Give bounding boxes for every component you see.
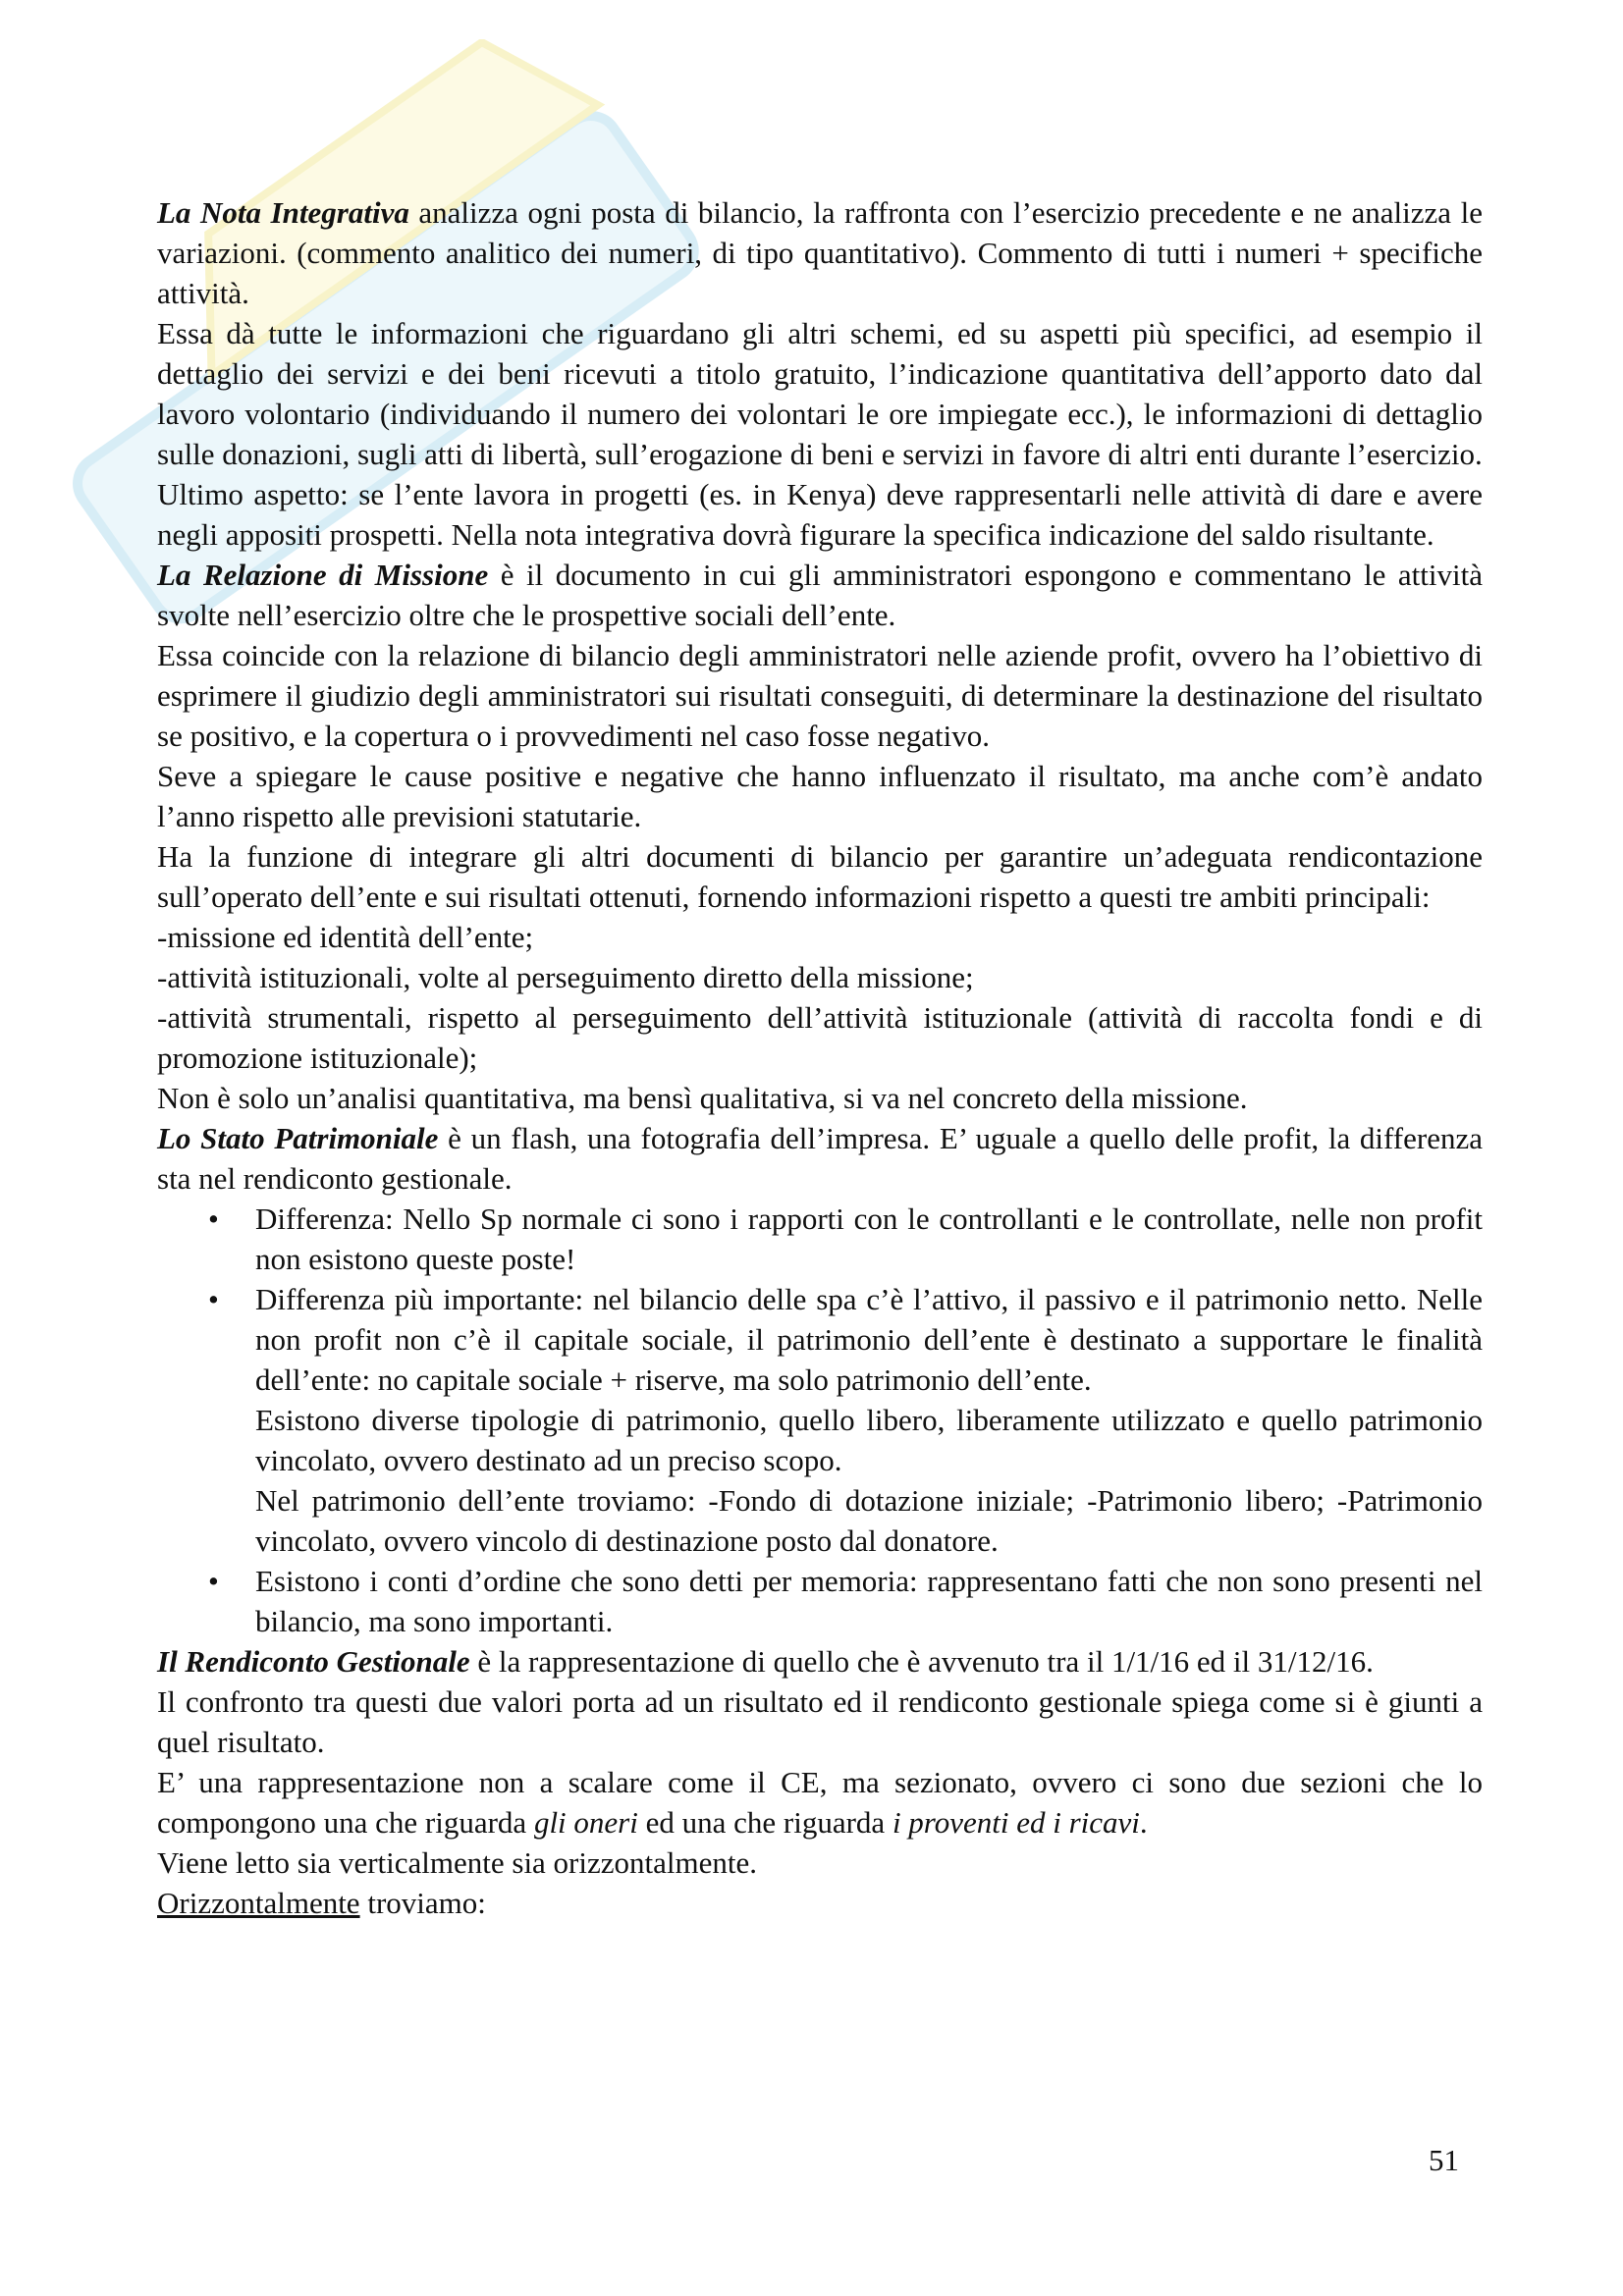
paragraph-text: è il documento in cui gli amministratori espongono e commentano le attività svolte nell’esercizio oltre che le prospettive sociali dell’ente.: [157, 558, 1483, 632]
bullet-icon: •: [208, 1564, 219, 1598]
paragraph-text: analizza ogni posta di bilancio, la raffronta con l’esercizio precedente e ne analizza le variazioni. (commento analitico dei numeri, di tipo quantitativo). Commento di tutti i numeri + specifiche attività.: [157, 195, 1483, 310]
italic-term: i proventi ed i ricavi: [892, 1805, 1140, 1840]
paragraph: Il confronto tra questi due valori porta ad un risultato ed il rendiconto gestionale spiega come si è giunti a quel risultato.: [157, 1684, 1483, 1759]
paragraph-stato-patrimoniale: [157, 1118, 1483, 1199]
underlined-term: Orizzontalmente: [157, 1886, 360, 1920]
list-line: -attività istituzionali, volte al perseguimento diretto della missione;: [157, 960, 974, 994]
paragraph-text: ed una che riguarda: [637, 1805, 893, 1840]
bullet-text: Differenza: Nello Sp normale ci sono i rapporti con le controllanti e le controllate, nelle non profit non esistono queste poste!: [255, 1201, 1483, 1276]
paragraph: Non è solo un’analisi quantitativa, ma bensì qualitativa, si va nel concreto della missione.: [157, 1081, 1248, 1115]
paragraph-text: E’ una rappresentazione non a scalare come il CE, ma sezionato, ovvero ci sono due sezioni che lo compongono una che riguarda: [157, 1765, 1483, 1840]
paragraph: Ultimo aspetto: se l’ente lavora in progetti (es. in Kenya) deve rappresentarli nelle attività di dare e avere negli appositi prospetti. Nella nota integrativa dovrà figurare la specifica indicazione del saldo risultante.: [157, 477, 1483, 552]
paragraph-text: è la rappresentazione di quello che è avvenuto tra il 1/1/16 ed il 31/12/16.: [469, 1644, 1374, 1679]
term-relazione-di-missione: La Relazione di Missione: [157, 558, 489, 592]
paragraph-text: .: [1139, 1805, 1148, 1840]
document-body: [157, 192, 1483, 1923]
term-nota-integrativa: La Nota Integrativa: [157, 195, 409, 230]
paragraph-sezioni: [157, 1762, 1483, 1842]
paragraph-relazione-missione: [157, 555, 1483, 635]
term-stato-patrimoniale: Lo Stato Patrimoniale: [157, 1121, 439, 1155]
list-line: -attività strumentali, rispetto al perseguimento dell’attività istituzionale (attività di raccolta fondi e di promozione istituzionale);: [157, 1000, 1483, 1075]
paragraph-text: troviamo:: [359, 1886, 486, 1920]
bullet-text: Esistono diverse tipologie di patrimonio, quello libero, liberamente utilizzato e quello patrimonio vincolato, ovvero destinato ad un preciso scopo.: [255, 1403, 1483, 1477]
paragraph-rendiconto-gestionale: [157, 1641, 1483, 1682]
paragraph-orizzontalmente: [157, 1883, 1483, 1923]
bullet-item: [157, 1199, 1483, 1279]
bullet-text: Differenza più importante: nel bilancio delle spa c’è l’attivo, il passivo e il patrimonio netto. Nelle non profit non c’è il capitale sociale, il patrimonio dell’ente è destinato a supportare le finalità dell’ente: no capitale sociale + riserve, ma solo patrimonio dell’ente.: [255, 1282, 1483, 1397]
bullet-item: [157, 1279, 1483, 1561]
bullet-item: [157, 1561, 1483, 1641]
paragraph-nota-integrativa: [157, 192, 1483, 313]
page-number: 51: [1429, 2143, 1459, 2177]
paragraph: Viene letto sia verticalmente sia orizzontalmente.: [157, 1845, 757, 1880]
italic-term: gli oneri: [533, 1805, 638, 1840]
paragraph: Seve a spiegare le cause positive e negative che hanno influenzato il risultato, ma anche com’è andato l’anno rispetto alle previsioni statutarie.: [157, 759, 1483, 833]
paragraph: Ha la funzione di integrare gli altri documenti di bilancio per garantire un’adeguata rendicontazione sull’operato dell’ente e sui risultati ottenuti, fornendo informazioni rispetto a questi tre ambiti principali:: [157, 839, 1483, 914]
list-line: -missione ed identità dell’ente;: [157, 920, 534, 954]
bullet-list: [157, 1199, 1483, 1641]
bullet-text: Nel patrimonio dell’ente troviamo: -Fondo di dotazione iniziale; -Patrimonio libero; -Patrimonio vincolato, ovvero vincolo di destinazione posto dal donatore.: [255, 1483, 1483, 1558]
bullet-icon: •: [208, 1201, 219, 1236]
paragraph-text: è un flash, una fotografia dell’impresa. E’ uguale a quello delle profit, la differenza sta nel rendiconto gestionale.: [157, 1121, 1483, 1196]
bullet-text: Esistono i conti d’ordine che sono detti per memoria: rappresentano fatti che non sono presenti nel bilancio, ma sono importanti.: [255, 1564, 1483, 1638]
paragraph: Essa dà tutte le informazioni che riguardano gli altri schemi, ed su aspetti più specifici, ad esempio il dettaglio dei servizi e dei beni ricevuti a titolo gratuito, l’indicazione quantitativa dell’apporto dato dal lavoro volontario (individuando il numero dei volontari le ore impiegate ecc.), le informazioni di dettaglio sulle donazioni, sugli atti di libertà, sull’erogazione di beni e servizi in favore di altri enti durante l’esercizio.: [157, 316, 1483, 471]
paragraph: Essa coincide con la relazione di bilancio degli amministratori nelle aziende profit, ovvero ha l’obiettivo di esprimere il giudizio degli amministratori sui risultati conseguiti, di determinare la destinazione del risultato se positivo, e la copertura o i provvedimenti nel caso fosse negativo.: [157, 638, 1483, 753]
term-rendiconto-gestionale: Il Rendiconto Gestionale: [157, 1644, 470, 1679]
bullet-icon: •: [208, 1282, 219, 1316]
